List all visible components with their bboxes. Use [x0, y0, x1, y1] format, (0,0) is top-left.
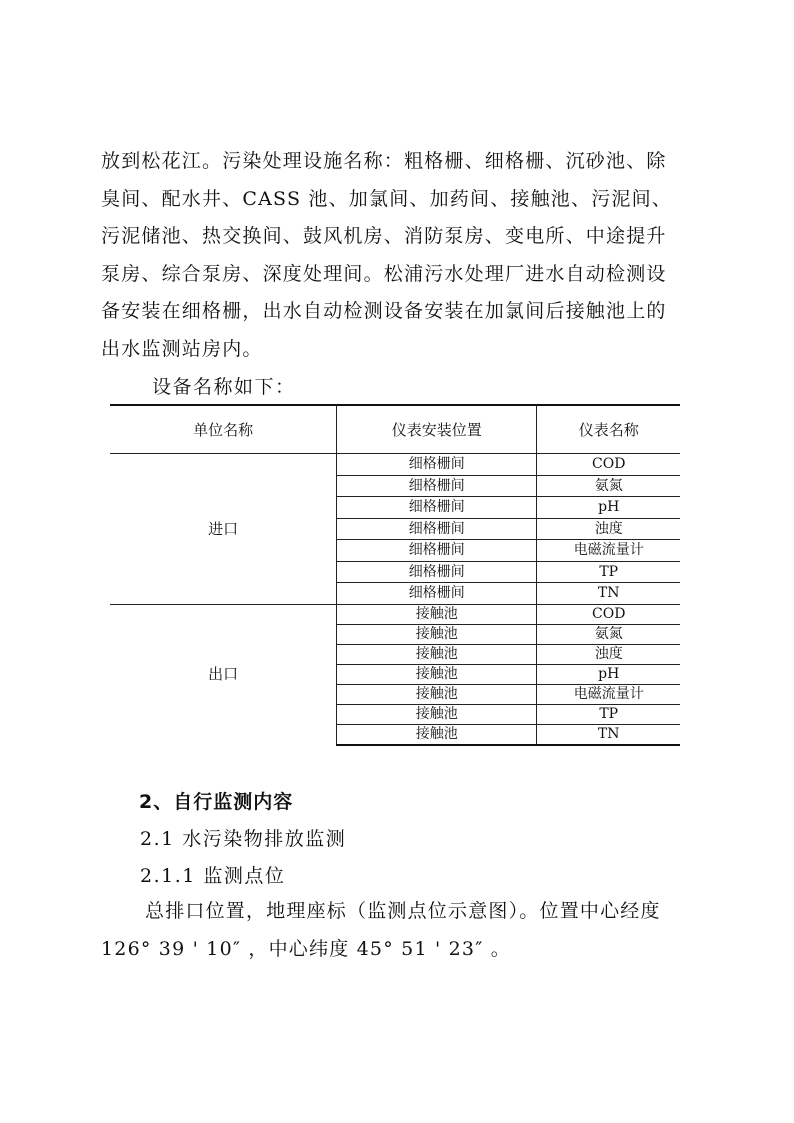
location-cell: 接触池 [337, 684, 537, 704]
location-cell: 细格栅间 [337, 583, 537, 605]
section-2-1-heading: 2.1 水污染物排放监测 [140, 828, 347, 850]
instrument-cell: TP [537, 704, 680, 724]
instrument-cell: 电磁流量计 [537, 540, 680, 562]
intro-line: 污泥储池、热交换间、鼓风机房、消防泵房、变电所、中途提升 [101, 225, 667, 247]
location-cell: 接触池 [337, 724, 537, 745]
table-row [110, 604, 680, 624]
intro-line: 放到松花江。污染处理设施名称：粗格栅、细格栅、沉砂池、除 [101, 150, 667, 172]
instrument-cell: TN [537, 724, 680, 745]
intro-line: 备安装在细格栅，出水自动检测设备安装在加氯间后接触池上的 [101, 300, 667, 322]
instrument-cell: TP [537, 561, 680, 583]
instrument-cell: pH [537, 497, 680, 519]
location-cell: 细格栅间 [337, 518, 537, 540]
location-cell: 细格栅间 [337, 497, 537, 519]
instrument-cell: COD [537, 604, 680, 624]
unit-outlet: 出口 [110, 604, 337, 745]
location-line: 总排口位置，地理座标（监测点位示意图）。位置中心经度 [145, 900, 661, 922]
instrument-cell: 浊度 [537, 644, 680, 664]
intro-line: 出水监测站房内。 [101, 337, 263, 360]
instrument-cell: 氨氮 [537, 475, 680, 497]
location-cell: 接触池 [337, 664, 537, 684]
location-cell: 细格栅间 [337, 561, 537, 583]
header-instrument-name: 仪表名称 [537, 405, 680, 454]
instrument-cell: COD [537, 454, 680, 476]
location-cell: 细格栅间 [337, 475, 537, 497]
table-header-row [110, 405, 680, 454]
equipment-table [110, 404, 680, 746]
header-unit-name: 单位名称 [110, 405, 337, 454]
intro-line: 臭间、配水井、CASS 池、加氯间、加药间、接触池、污泥间、 [101, 187, 672, 210]
instrument-cell: pH [537, 664, 680, 684]
instrument-cell: 电磁流量计 [537, 684, 680, 704]
location-paragraph [101, 893, 687, 968]
intro-line: 泵房、综合泵房、深度处理间。松浦污水处理厂进水自动检测设 [101, 262, 667, 285]
unit-inlet: 进口 [110, 454, 337, 605]
instrument-cell: 氨氮 [537, 624, 680, 644]
location-cell: 接触池 [337, 704, 537, 724]
instrument-cell: 浊度 [537, 518, 680, 540]
location-cell: 细格栅间 [337, 454, 537, 476]
instrument-cell: TN [537, 583, 680, 605]
section-2-heading: 2、自行监测内容 [139, 791, 294, 813]
section-2-1-1-heading: 2.1.1 监测点位 [140, 865, 286, 887]
table-caption: 设备名称如下： [152, 376, 296, 398]
location-cell: 接触池 [337, 624, 537, 644]
location-cell: 接触池 [337, 644, 537, 664]
intro-paragraph [101, 143, 687, 368]
location-cell: 细格栅间 [337, 540, 537, 562]
header-install-location: 仪表安装位置 [337, 405, 537, 454]
location-line: 126° 39 ' 10″ ，中心纬度 45° 51 ' 23″ 。 [101, 937, 511, 960]
table-row [110, 454, 680, 476]
location-cell: 接触池 [337, 604, 537, 624]
